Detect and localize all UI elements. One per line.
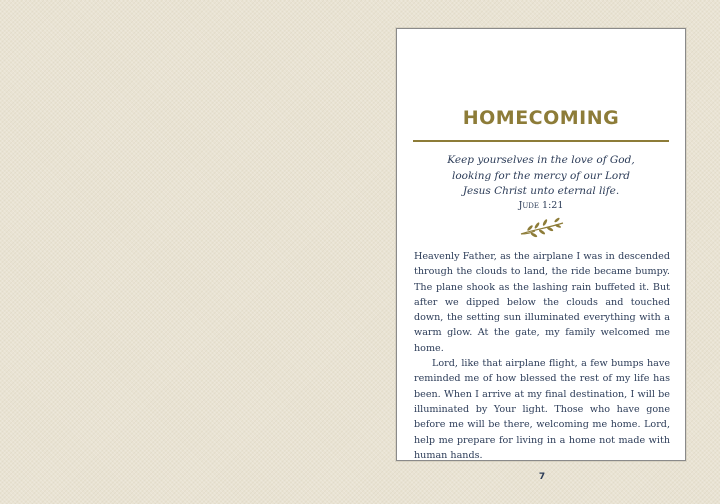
- body-paragraph: Lord, like that airplane flight, a few bumps have reminded me of how blessed the rest of my life has been. When I arrive at my final destination, I will be illuminated by Your light. Those who have gone before me will be there, welcoming me home. Lord, help me prepare for living in a home not made with human hands.: [414, 358, 670, 461]
- epigraph-line: Jesus Christ unto eternal life.: [462, 185, 620, 197]
- page-number: 7: [538, 472, 546, 482]
- scripture-reference: Jude 1:21: [518, 200, 564, 211]
- epigraph: [397, 153, 685, 200]
- book-page: [396, 28, 686, 461]
- epigraph-line: looking for the mercy of our Lord: [451, 169, 630, 182]
- page-title: HOMECOMING: [462, 107, 620, 129]
- devotional-text: [414, 249, 670, 463]
- title-divider: [413, 140, 669, 142]
- olive-branch-icon: [517, 215, 567, 241]
- body-paragraph: Heavenly Father, as the airplane I was in descended through the clouds to land, the ride became bumpy. The plane shook as the lashing rain buffeted it. But after we dipped below the clouds and touched down, the setting sun illuminated everything with a warm glow. At the gate, my family welcomed me home.: [414, 251, 670, 354]
- epigraph-line: Keep yourselves in the love of God,: [447, 154, 635, 166]
